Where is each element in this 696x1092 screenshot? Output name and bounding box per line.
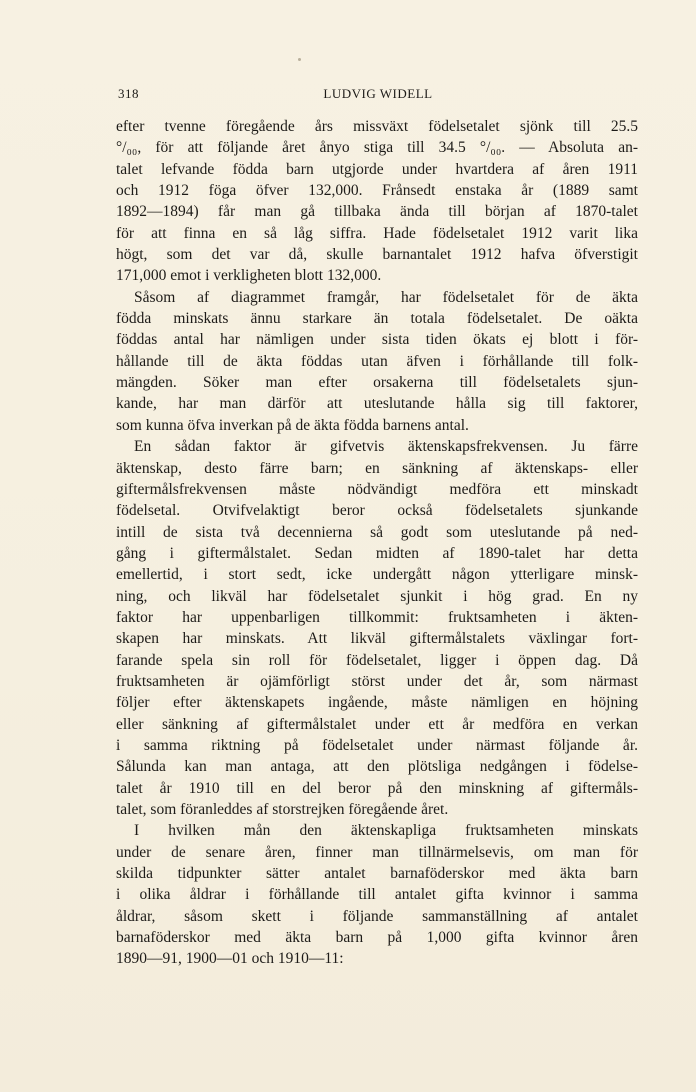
text-line: föddas antal har nämligen under sista tiden ökats ej blott i för- [116,331,638,349]
text-line: hållande till de äkta föddas utan äfven i förhållande till folk- [116,352,638,370]
text-line: talet lefvande födda barn utgjorde under hvartdera af åren 1911 [116,160,638,178]
text-line: fruktsamheten är ojämförligt störst under det år, som närmast [116,672,638,690]
text-line: skapen har minskats. Att likväl giftermålstalets växlingar fort- [116,630,638,648]
text-line: och 1912 föga öfver 132,000. Frånsedt enstaka år (1889 samt [116,182,638,200]
paragraph-3 [116,436,638,820]
paragraph-2 [116,287,638,436]
text-line: ning, och likväl har födelsetalet sjunkit i hög grad. En ny [116,587,638,605]
page-speck [298,58,301,61]
text-line: i samma riktning på födelsetalet under närmast följande år. [116,736,638,754]
text-line: giftermålsfrekvensen måste nödvändigt medföra ett minskadt [116,480,638,498]
text-line: i olika åldrar i förhållande till antalet gifta kvinnor i samma [116,886,638,904]
text-line: födda minskats ännu starkare än totala födelsetalet. De oäkta [116,310,638,328]
text-line: intill de sista två decennierna så godt som uteslutande på ned- [116,523,638,541]
text-line: barnaföderskor med äkta barn på 1,000 gifta kvinnor åren [116,929,638,947]
text-line: emellertid, i stort sedt, icke undergått någon ytterligare minsk- [116,566,638,584]
paragraph-1 [116,116,638,287]
text-line: °/₀₀, för att följande året ånyo stiga till 34.5 °/₀₀. — Absoluta an- [116,139,638,157]
text-line: högt, som det var då, skulle barnantalet 1912 hafva öfverstigit [116,246,638,264]
text-line: följer efter äktenskapets ingående, måste nämligen en höjning [116,694,638,712]
text-line: för att finna en så låg siffra. Hade födelsetalet 1912 varit lika [116,224,638,242]
text-line: 1890—91, 1900—01 och 1910—11: [116,950,344,968]
text-line: mängden. Söker man efter orsakerna till födelsetalets sjun- [116,374,638,392]
text-line: under de senare åren, finner man tillnärmelsevis, om man för [116,843,638,861]
paragraph-4 [116,820,638,969]
text-line: som kunna öfva inverkan på de äkta födda barnens antal. [116,416,469,434]
text-line: faktor har uppenbarligen tillkommit: fruktsamheten i äkten- [116,608,638,626]
page-number: 318 [118,86,139,101]
running-head: LUDVIG WIDELL [323,86,433,101]
text-line: I hvilken mån den äktenskapliga fruktsamheten minskats [134,822,638,840]
text-line: farande spela sin roll för födelsetalet, ligger i öppen dag. Då [116,651,638,669]
text-line: 1892—1894) får man gå tillbaka ända till början af 1870-talet [116,203,638,221]
text-line: efter tvenne föregående års missväxt födelsetalet sjönk till 25.5 [116,118,638,135]
text-line: äktenskap, desto färre barn; en sänkning af äktenskaps- eller [116,459,638,477]
text-line: talet år 1910 till en del beror på den minskning af giftermåls- [116,779,638,797]
text-line: Såsom af diagrammet framgår, har födelsetalet för de äkta [134,288,638,306]
text-line: talet, som föranleddes af storstrejken föregående året. [116,801,449,818]
text-line: eller sänkning af giftermålstalet under ett år medföra en verkan [116,715,638,733]
page-header [118,86,638,106]
text-line: En sådan faktor är gifvetvis äktenskapsfrekvensen. Ju färre [134,438,638,456]
text-line: skilda tidpunkter sätter antalet barnaföderskor med äkta barn [116,865,638,883]
text-line: Sålunda kan man antaga, att den plötsliga nedgången i födelse- [116,758,638,776]
text-line: åldrar, såsom skett i följande sammanställning af antalet [116,907,638,925]
text-line: 171,000 emot i verkligheten blott 132,000. [116,267,382,285]
text-line: kande, har man därför att uteslutande hålla sig till faktorer, [116,395,638,413]
text-line: gång i giftermålstalet. Sedan midten af 1890-talet har detta [116,544,638,562]
text-line: födelsetal. Otvifvelaktigt beror också födelsetalets sjunkande [116,502,638,520]
body-text [116,116,638,970]
